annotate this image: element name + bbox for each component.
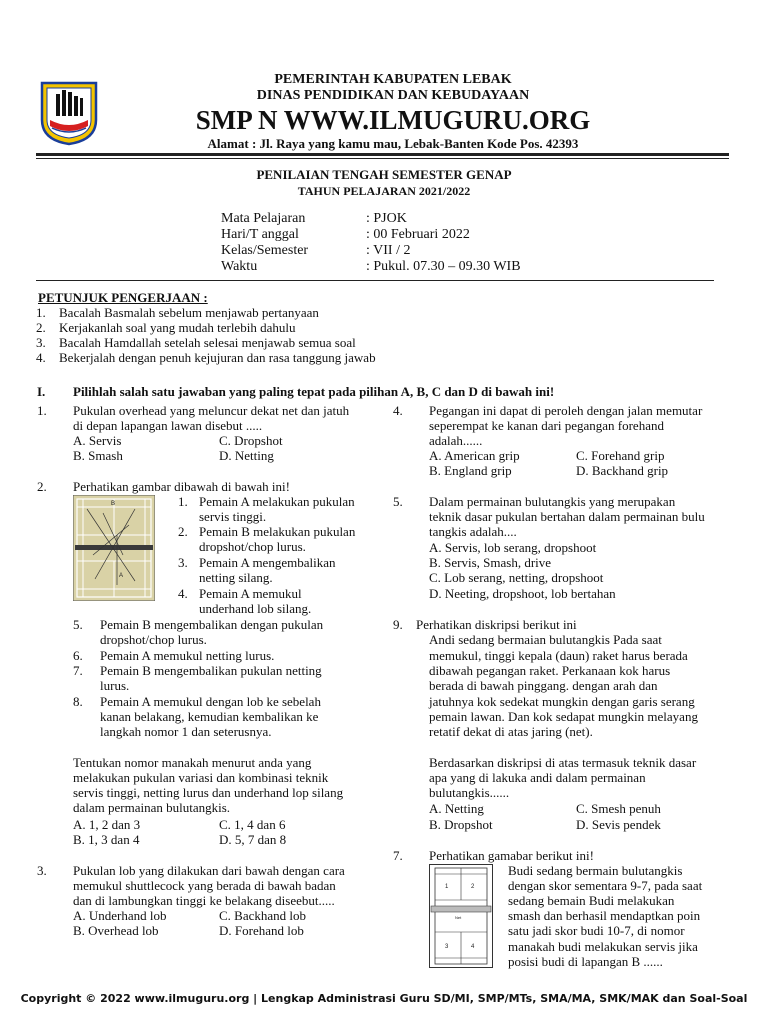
question-text: Pegangan ini dapat di peroleh dengan jalan memutar [429,403,703,418]
question-text: jatuhnya kok sedekat mungkin dengan garis serang [429,694,695,709]
instruction-num: 2. [36,320,46,335]
instruction-text: Bacalah Hamdallah setelah selesai menjawab semua soal [59,335,356,350]
option-a[interactable]: A. Netting [429,801,484,816]
step-number: 3. [178,555,188,570]
question-number: 7. [393,848,403,863]
option-c[interactable]: C. Backhand lob [219,908,307,923]
question-text: seperempat ke kanan dari pegangan forehand [429,418,664,433]
question-intro: Perhatikan gambar dibawah di bawah ini! [73,479,290,494]
question-text: Dalam permainan bulutangkis yang merupakan [429,494,676,509]
instruction-num: 3. [36,335,46,350]
option-a[interactable]: A. Servis, lob serang, dropshoot [429,540,597,555]
option-c[interactable]: C. Smesh penuh [576,801,661,816]
info-value-class: : VII / 2 [366,243,411,258]
step-text: Pemain B mengembalikan pukulan netting [100,663,322,678]
question-text: pemain lawan. Dan kok sedapat mungkin melayang [429,709,698,724]
question-text: servis tinggi, netting lurus dan underhand lop silang [73,785,344,800]
instruction-text: Kerjakanlah soal yang mudah terlebih dahulu [59,320,296,335]
step-number: 5. [73,617,83,632]
info-value-date: : 00 Februari 2022 [366,227,470,242]
step-text: Pemain B melakukan pukulan [199,524,356,539]
info-label-date: Hari/T anggal [221,227,299,242]
instruction-num: 1. [36,305,46,320]
step-number: 2. [178,524,188,539]
info-value-subject: : PJOK [366,211,407,226]
step-number: 8. [73,694,83,709]
option-c[interactable]: C. 1, 4 dan 6 [219,817,286,832]
header-divider-thick [36,153,729,156]
question-number: 4. [393,403,403,418]
option-a[interactable]: A. 1, 2 dan 3 [73,817,141,832]
question-text: memukul shuttlecock yang berada di bawah badan [73,878,336,893]
section-title: Pilihlah salah satu jawaban yang paling tepat pada pilihan A, B, C dan D di bawah ini! [73,384,555,399]
question-text: adalah...... [429,433,483,448]
school-name: SMP N WWW.ILMUGURU.ORG [195,105,591,135]
question-text: manakah budi melakukan servis jika [508,939,698,954]
court-number-4: 4 [471,944,475,950]
question-number: 5. [393,494,403,509]
instruction-text: Bekerjalah dengan penuh kejujuran dan rasa tanggung jawab [59,350,376,365]
court-number-2: 2 [471,884,475,890]
option-a[interactable]: A. American grip [429,448,520,463]
header-divider-thin [36,158,729,159]
header-line-2: DINAS PENDIDIKAN DAN KEBUDAYAAN [256,88,530,103]
question-text: Andi sedang bermaian bulutangkis Pada saat [429,632,662,647]
instructions-heading: PETUNJUK PENGERJAAN : [38,290,208,305]
court-label-a: A [119,573,124,579]
question-number: 1. [37,403,47,418]
question-text: di depan lapangan lawan disebut ..... [73,418,263,433]
option-d[interactable]: D. Backhand grip [576,463,669,478]
step-text: Pemain A memukul dengan lob ke sebelah [100,694,321,709]
step-text: netting silang. [199,570,273,585]
option-d[interactable]: D. Neeting, dropshoot, lob bertahan [429,586,616,601]
info-label-time: Waktu [221,259,258,274]
exam-title: PENILAIAN TENGAH SEMESTER GENAP [256,167,512,182]
badminton-court-figure [73,495,155,601]
question-intro: Perhatikan diskripsi berikut ini [416,617,577,632]
option-b[interactable]: B. England grip [429,463,512,478]
question-text: dengan skor sementara 9-7, pada saat [508,878,703,893]
question-text: melakukan pukulan variasi dan kombinasi teknik [73,770,329,785]
option-b[interactable]: B. Dropshot [429,817,493,832]
question-text: Tentukan nomor manakah menurut anda yang [73,755,312,770]
option-b[interactable]: B. Smash [73,448,123,463]
instruction-num: 4. [36,350,46,365]
court-label-b: B [111,501,116,507]
option-d[interactable]: D. Sevis pendek [576,817,661,832]
court-number-3: 3 [445,944,449,950]
page-footer: Copyright © 2022 www.ilmuguru.org | Lengkap Administrasi Guru SD/MI, SMP/MTs, SMA/MA, SMK/MAK dan Soal-Soal [20,992,748,1005]
question-intro: Perhatikan gamabar berikut ini! [429,848,594,863]
question-text: dalam permainan bulutangkis. [73,800,231,815]
step-text: servis tinggi. [199,509,267,524]
option-a[interactable]: A. Servis [73,433,122,448]
option-d[interactable]: D. Netting [219,448,274,463]
option-c[interactable]: C. Dropshot [219,433,283,448]
info-label-class: Kelas/Semester [221,243,309,258]
school-address: Alamat : Jl. Raya yang kamu mau, Lebak-Banten Kode Pos. 42393 [207,136,579,151]
question-text: bulutangkis...... [429,785,510,800]
step-number: 4. [178,586,188,601]
question-text: posisi budi di lapangan B ...... [508,954,663,969]
question-number: 2. [37,479,47,494]
step-text: lurus. [100,678,130,693]
question-text: Pukulan overhead yang meluncur dekat net dan jatuh [73,403,350,418]
question-text: dan di lambungkan tinggi ke belakang diseebut..... [73,893,335,908]
question-text: satu jadi skor budi 10-7, di nomor [508,923,685,938]
question-text: Budi sedang bermain bulutangkis [508,863,683,878]
question-number: 9. [393,617,403,632]
step-text: Pemain A melakukan pukulan [199,494,355,509]
question-text: smash dan berhasil mendaptkan poin [508,908,701,923]
step-text: Pemain A memukul [199,586,302,601]
exam-year: TAHUN PELAJARAN 2021/2022 [297,184,471,198]
option-b[interactable]: B. Servis, Smash, drive [429,555,552,570]
header-line-1: PEMERINTAH KABUPATEN LEBAK [274,72,512,87]
step-number: 7. [73,663,83,678]
info-divider [36,280,714,281]
option-b[interactable]: B. Overhead lob [73,923,159,938]
step-text: Pemain B mengembalikan dengan pukulan [100,617,324,632]
step-text: kanan belakang, kemudian kembalikan ke [100,709,319,724]
step-number: 1. [178,494,188,509]
option-c[interactable]: C. Forehand grip [576,448,665,463]
step-text: dropshot/chop lurus. [199,539,306,554]
step-text: underhand lob silang. [199,601,312,616]
step-text: langkah nomor 1 dan seterusnya. [100,724,272,739]
info-label-subject: Mata Pelajaran [221,211,306,226]
question-text: teknik dasar pukulan bertahan dalam permainan bulu [429,509,705,524]
question-text: Berdasarkan diskripsi di atas termasuk teknik dasar [429,755,697,770]
question-text: Pukulan lob yang dilakukan dari bawah dengan cara [73,863,345,878]
option-c[interactable]: C. Lob serang, netting, dropshoot [429,570,604,585]
question-text: apa yang di lakuka andi dalam permainan [429,770,646,785]
question-text: sedang bemain Budi melakukan [508,893,675,908]
net-label: Net [455,915,462,920]
info-value-time: : Pukul. 07.30 – 09.30 WIB [366,259,521,274]
question-text: memukul, tinggi kepala (daun) raket harus berada [429,648,688,663]
question-number: 3. [37,863,47,878]
question-text: retatif dekat di atas jaring (net). [429,724,593,739]
instruction-text: Bacalah Basmalah sebelum menjawab pertanyaan [59,305,319,320]
court-number-1: 1 [445,884,449,890]
step-number: 6. [73,648,83,663]
question-text: berada di bawah pinggang. dengan arah dan [429,678,658,693]
option-a[interactable]: A. Underhand lob [73,908,167,923]
step-text: Pemain A memukul netting lurus. [100,648,275,663]
step-text: Pemain A mengembalikan [199,555,336,570]
option-d[interactable]: D. 5, 7 dan 8 [219,832,287,847]
section-number: I. [37,384,46,399]
step-text: dropshot/chop lurus. [100,632,207,647]
question-text: dibawah pegangan raket. Perkanaan kok harus [429,663,671,678]
option-d[interactable]: D. Forehand lob [219,923,304,938]
option-b[interactable]: B. 1, 3 dan 4 [73,832,140,847]
question-text: tangkis adalah.... [429,524,517,539]
court-diagram-figure [429,864,493,968]
